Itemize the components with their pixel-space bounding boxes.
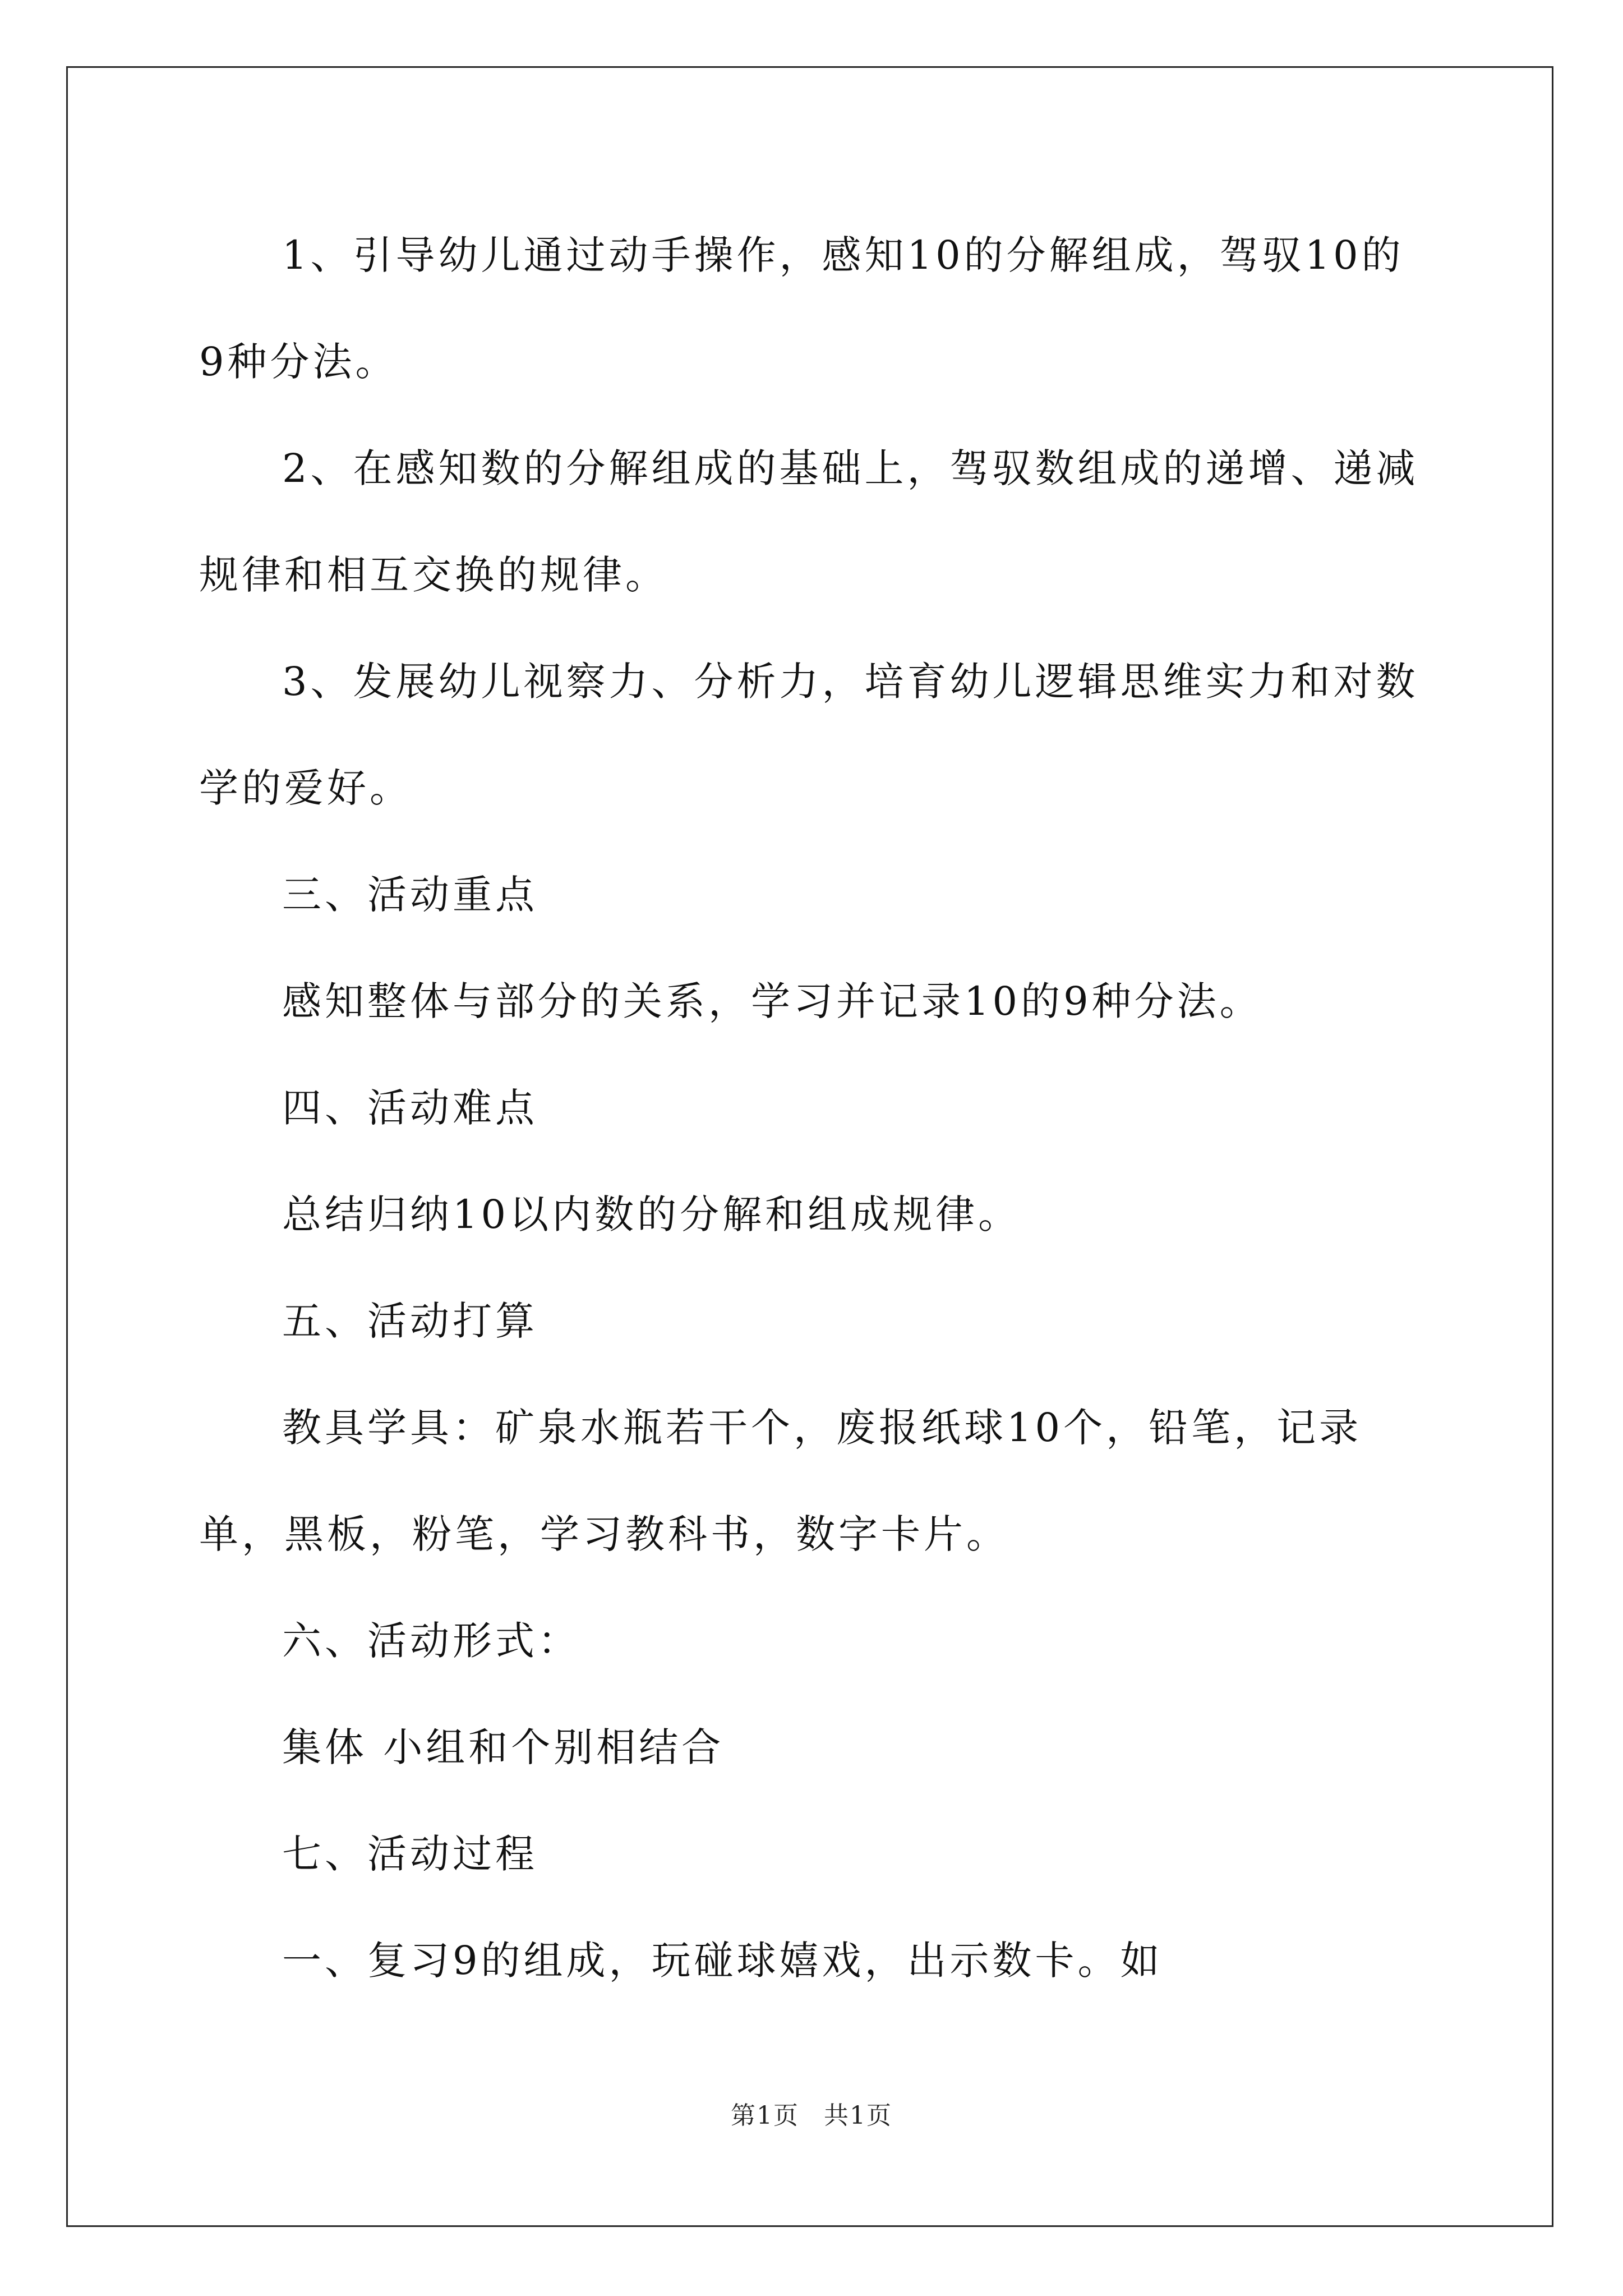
section-heading-focus: 三、活动重点	[282, 872, 538, 918]
section-heading-form: 六、活动形式：	[282, 1618, 580, 1664]
section-heading-process: 七、活动过程	[282, 1831, 538, 1877]
section-heading-difficulty: 四、活动难点	[282, 1085, 538, 1131]
paragraph-process-1: 一、复习9的组成，玩碰球嬉戏，出示数卡。如	[282, 1938, 1163, 1984]
paragraph-goal-3: 3、发展幼儿视察力、分析力，培育幼儿逻辑思维实力和对数学的爱好。	[199, 659, 1419, 811]
page-total: 共1页	[824, 2101, 892, 2130]
paragraph-focus: 感知整体与部分的关系，学习并记录10的9种分法。	[282, 978, 1262, 1024]
section-heading-preparation: 五、活动打算	[282, 1298, 538, 1344]
page-footer	[0, 2095, 1623, 2131]
paragraph-goal-1: 1、引导幼儿通过动手操作，感知10的分解组成，驾驭10的9种分法。	[199, 232, 1404, 385]
paragraph-difficulty: 总结归纳10以内数的分解和组成规律。	[282, 1191, 1021, 1237]
document-body	[199, 202, 1427, 2014]
page-number: 第1页	[731, 2101, 799, 2130]
paragraph-materials: 教具学具：矿泉水瓶若干个，废报纸球10个，铅笔，记录单，黑板，粉笔，学习教科书，数字卡片。	[199, 1405, 1362, 1557]
paragraph-goal-2: 2、在感知数的分解组成的基础上，驾驭数组成的递增、递减规律和相互交换的规律。	[199, 445, 1419, 598]
paragraph-form: 集体 小组和个别相结合	[282, 1724, 725, 1770]
